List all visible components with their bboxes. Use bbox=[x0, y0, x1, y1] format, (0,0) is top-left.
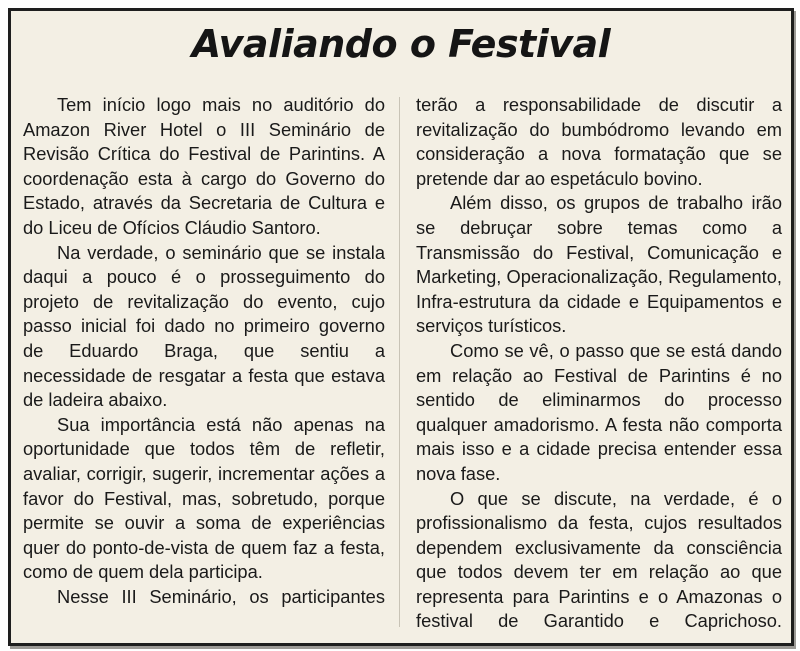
paragraph-continued: terão a responsabilidade de discutir a revitalização do bumbódromo levando em consideração a nova formatação que se pretende dar ao espetáculo bovino. bbox=[416, 94, 782, 189]
column-divider bbox=[399, 97, 400, 627]
paragraph: O que se discute, na verdade, é o profissionalismo da festa, cujos resultados dependem exclusivamente da consciência que todos devem ter em relação ao que representa para Parintins e o Amazonas o festival de Garantido e Caprichoso. bbox=[416, 487, 782, 632]
paragraph: Nesse III Seminário, os participantes bbox=[57, 585, 385, 607]
paragraph: Na verdade, o seminário que se instala daqui a pouco é o prosseguimento do projeto de revitalização do evento, cujo passo inicial foi dado no primeiro governo de Eduardo Braga, que sentiu a necessidade de resgatar a festa que estava de ladeira abaixo. bbox=[23, 241, 385, 411]
paragraph: Sua importância está não apenas na oportunidade que todos têm de refletir, avaliar, corrigir, sugerir, incrementar ações a favor do Festival, mas, sobretudo, porque permite se ouvir a soma de experiências quer do ponto-de-vista de quem faz a festa, como de quem dela participa. bbox=[23, 413, 385, 583]
article-column-left bbox=[23, 93, 385, 609]
article-column-right bbox=[416, 93, 782, 634]
paragraph: Tem início logo mais no auditório do Amazon River Hotel o III Seminário de Revisão Crítica do Festival de Parintins. A coordenação esta à cargo do Governo do Estado, através da Secretaria de Cultura e do Liceu de Ofícios Cláudio Santoro. bbox=[23, 94, 385, 238]
paragraph: Como se vê, o passo que se está dando em relação ao Festival de Parintins é no sentido de eliminarmos do processo qualquer amadorismo. A festa não comporta mais isso e a cidade precisa entender essa nova fase. bbox=[416, 339, 782, 484]
paragraph: Além disso, os grupos de trabalho irão se debruçar sobre temas como a Transmissão do Festival, Comunicação e Marketing, Operacionalização, Regulamento, Infra-estrutura da cidade e Equipamentos e serviços turísticos. bbox=[416, 192, 782, 337]
headline: Avaliando o Festival bbox=[191, 22, 611, 66]
newspaper-clipping bbox=[8, 8, 794, 646]
